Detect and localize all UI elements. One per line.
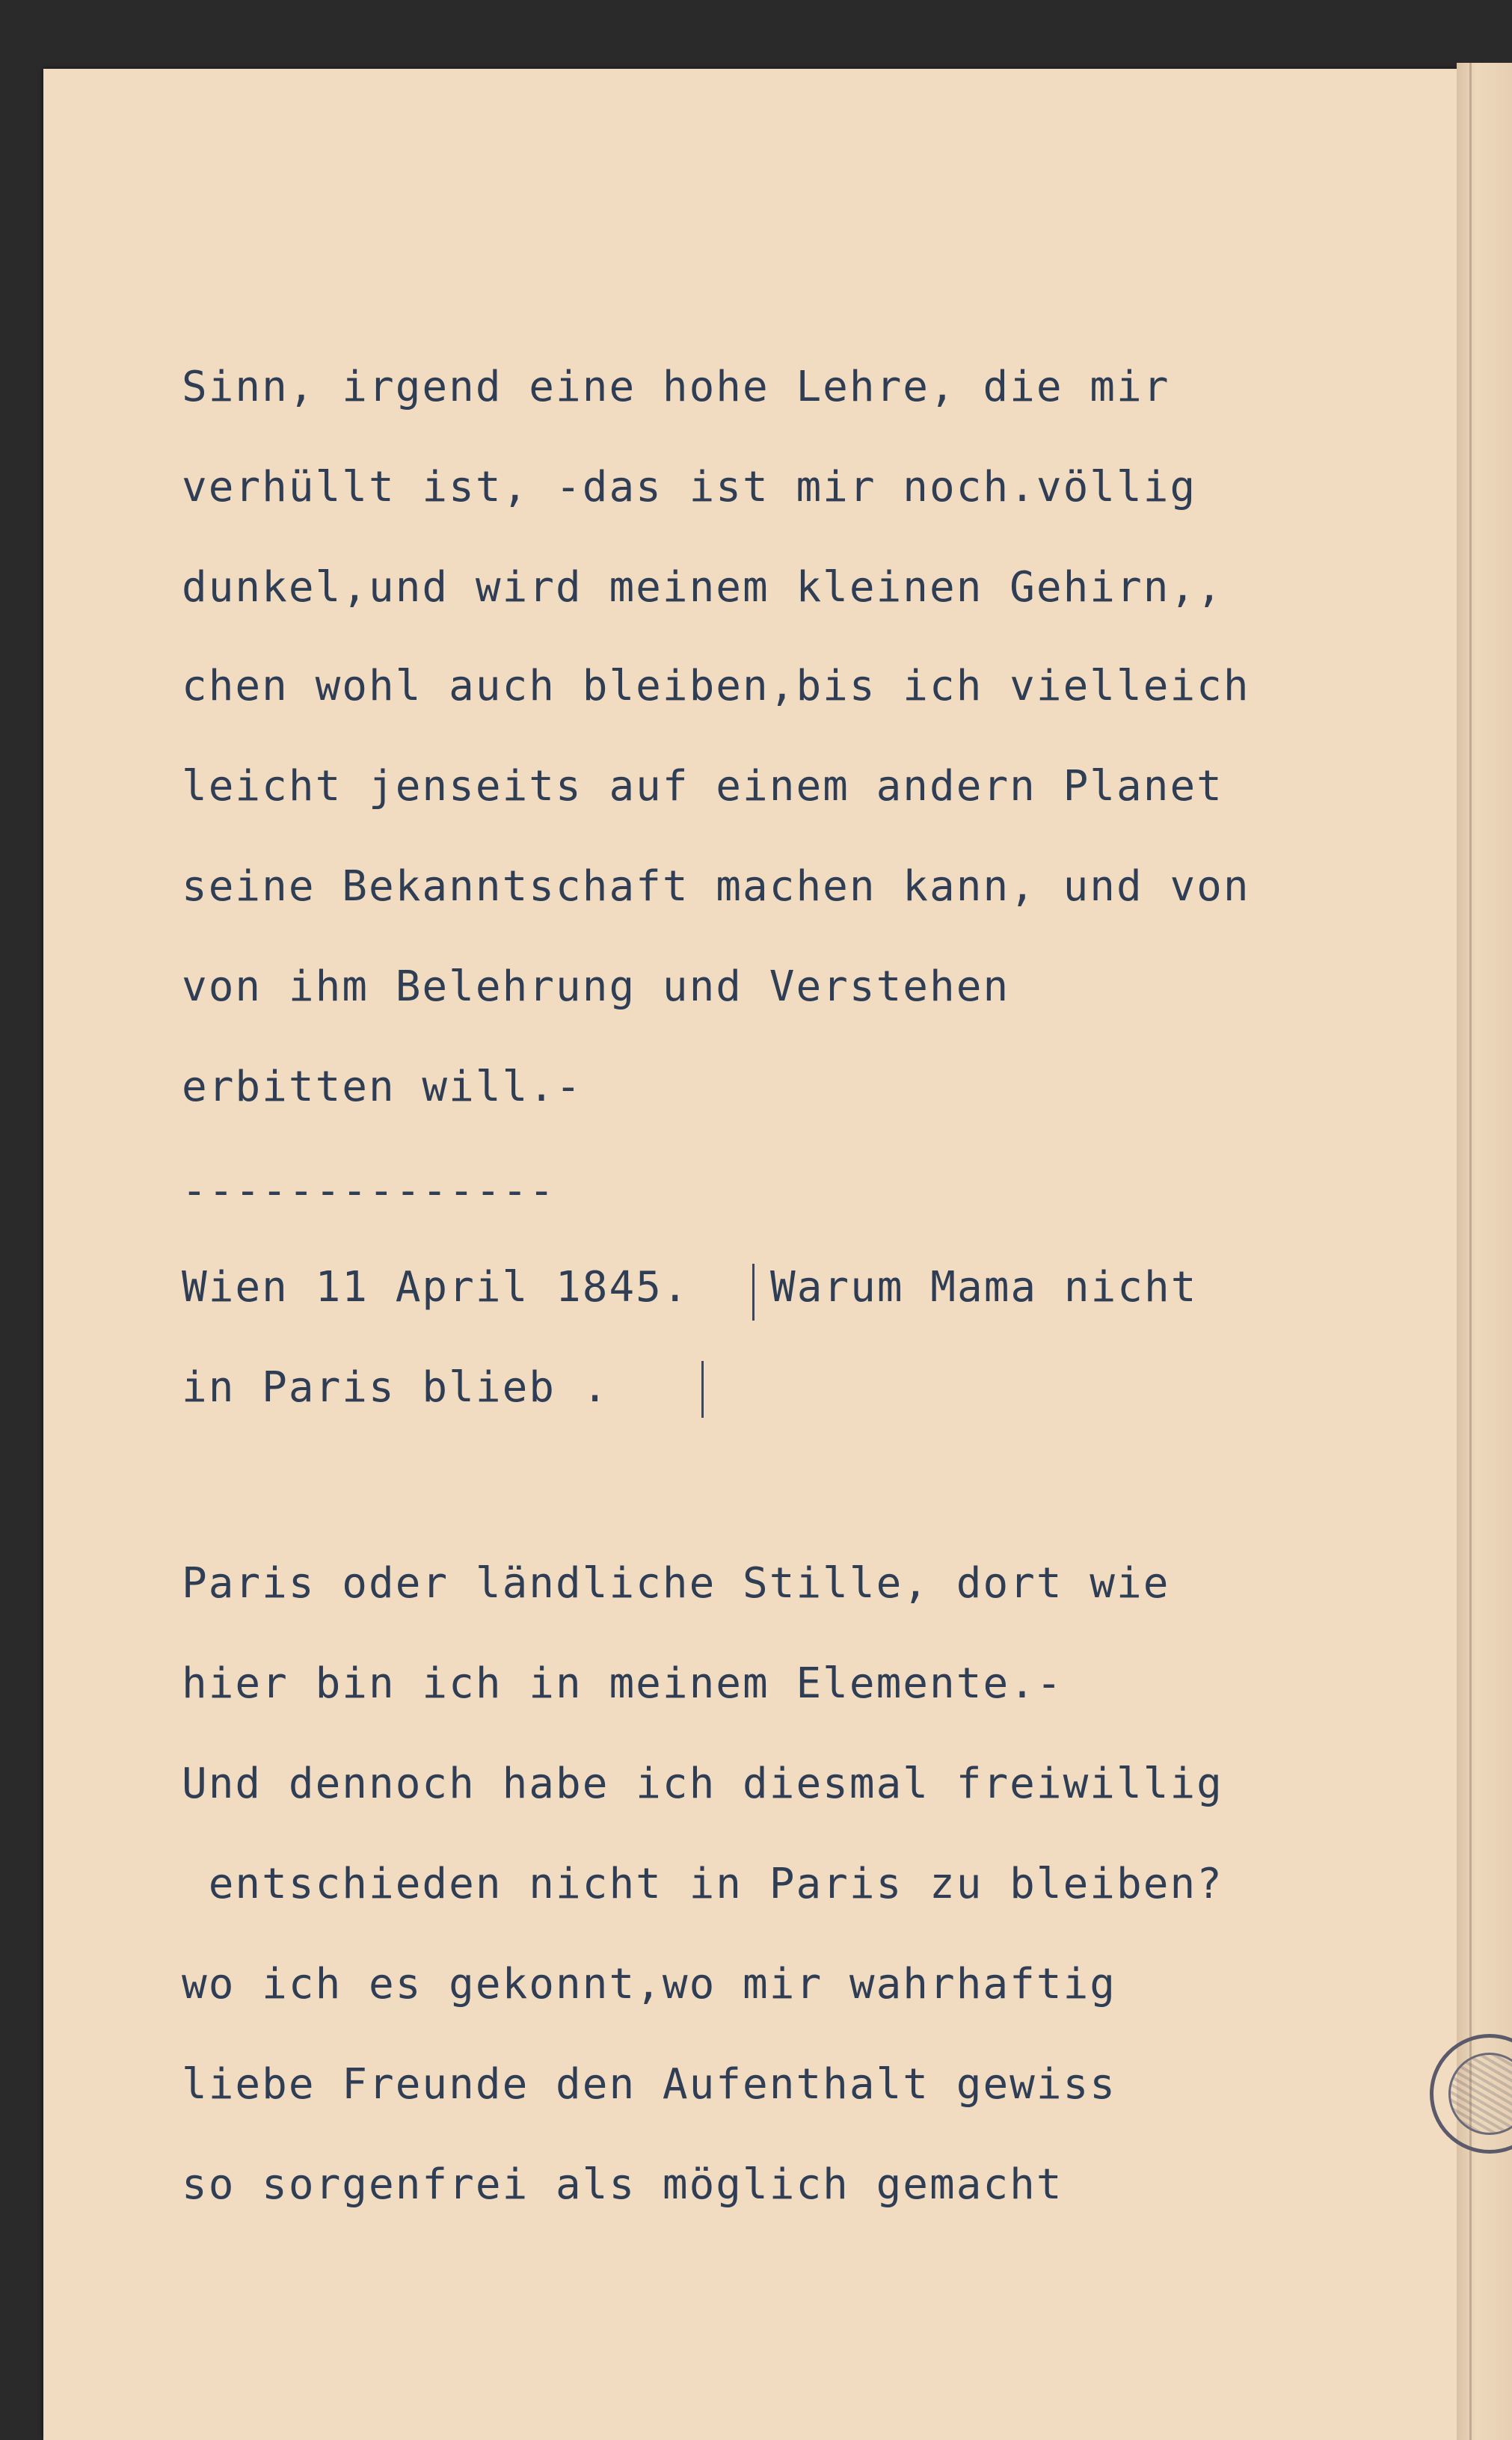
- margin-bar: [701, 1361, 704, 1418]
- note-line: Warum Mama nicht: [770, 1263, 1198, 1312]
- text-line: seine Bekanntschaft machen kann, und von: [182, 862, 1250, 911]
- text-line: so sorgenfrei als möglich gemacht: [182, 2160, 1063, 2209]
- text-line: hier bin ich in meinem Elemente.-: [182, 1659, 1063, 1708]
- stamp-emblem: [1448, 2053, 1512, 2135]
- margin-bar: [752, 1264, 755, 1321]
- text-line: dunkel,und wird meinem kleinen Gehirn,,: [182, 563, 1223, 612]
- text-line: leicht jenseits auf einem andern Planet: [182, 762, 1223, 811]
- date-line-continued: in Paris blieb .: [182, 1363, 609, 1412]
- text-line: Paris oder ländliche Stille, dort wie: [182, 1559, 1170, 1608]
- text-line: liebe Freunde den Aufenthalt gewiss: [182, 2060, 1117, 2109]
- text-line: von ihm Belehrung und Verstehen: [182, 962, 1010, 1011]
- text-line: Und dennoch habe ich diesmal freiwillig: [182, 1760, 1223, 1808]
- text-line: wo ich es gekonnt,wo mir wahrhaftig: [182, 1960, 1117, 2009]
- text-line: Sinn, irgend eine hohe Lehre, die mir: [182, 363, 1170, 411]
- text-line: chen wohl auch bleiben,bis ich vielleich: [182, 662, 1250, 710]
- text-line: entschieden nicht in Paris zu bleiben?: [182, 1860, 1223, 1908]
- text-line: erbitten will.-: [182, 1063, 583, 1111]
- text-line: verhüllt ist, -das ist mir noch.völlig: [182, 463, 1197, 511]
- separator-line: --------------: [182, 1167, 556, 1215]
- date-line: Wien 11 April 1845.: [182, 1263, 689, 1312]
